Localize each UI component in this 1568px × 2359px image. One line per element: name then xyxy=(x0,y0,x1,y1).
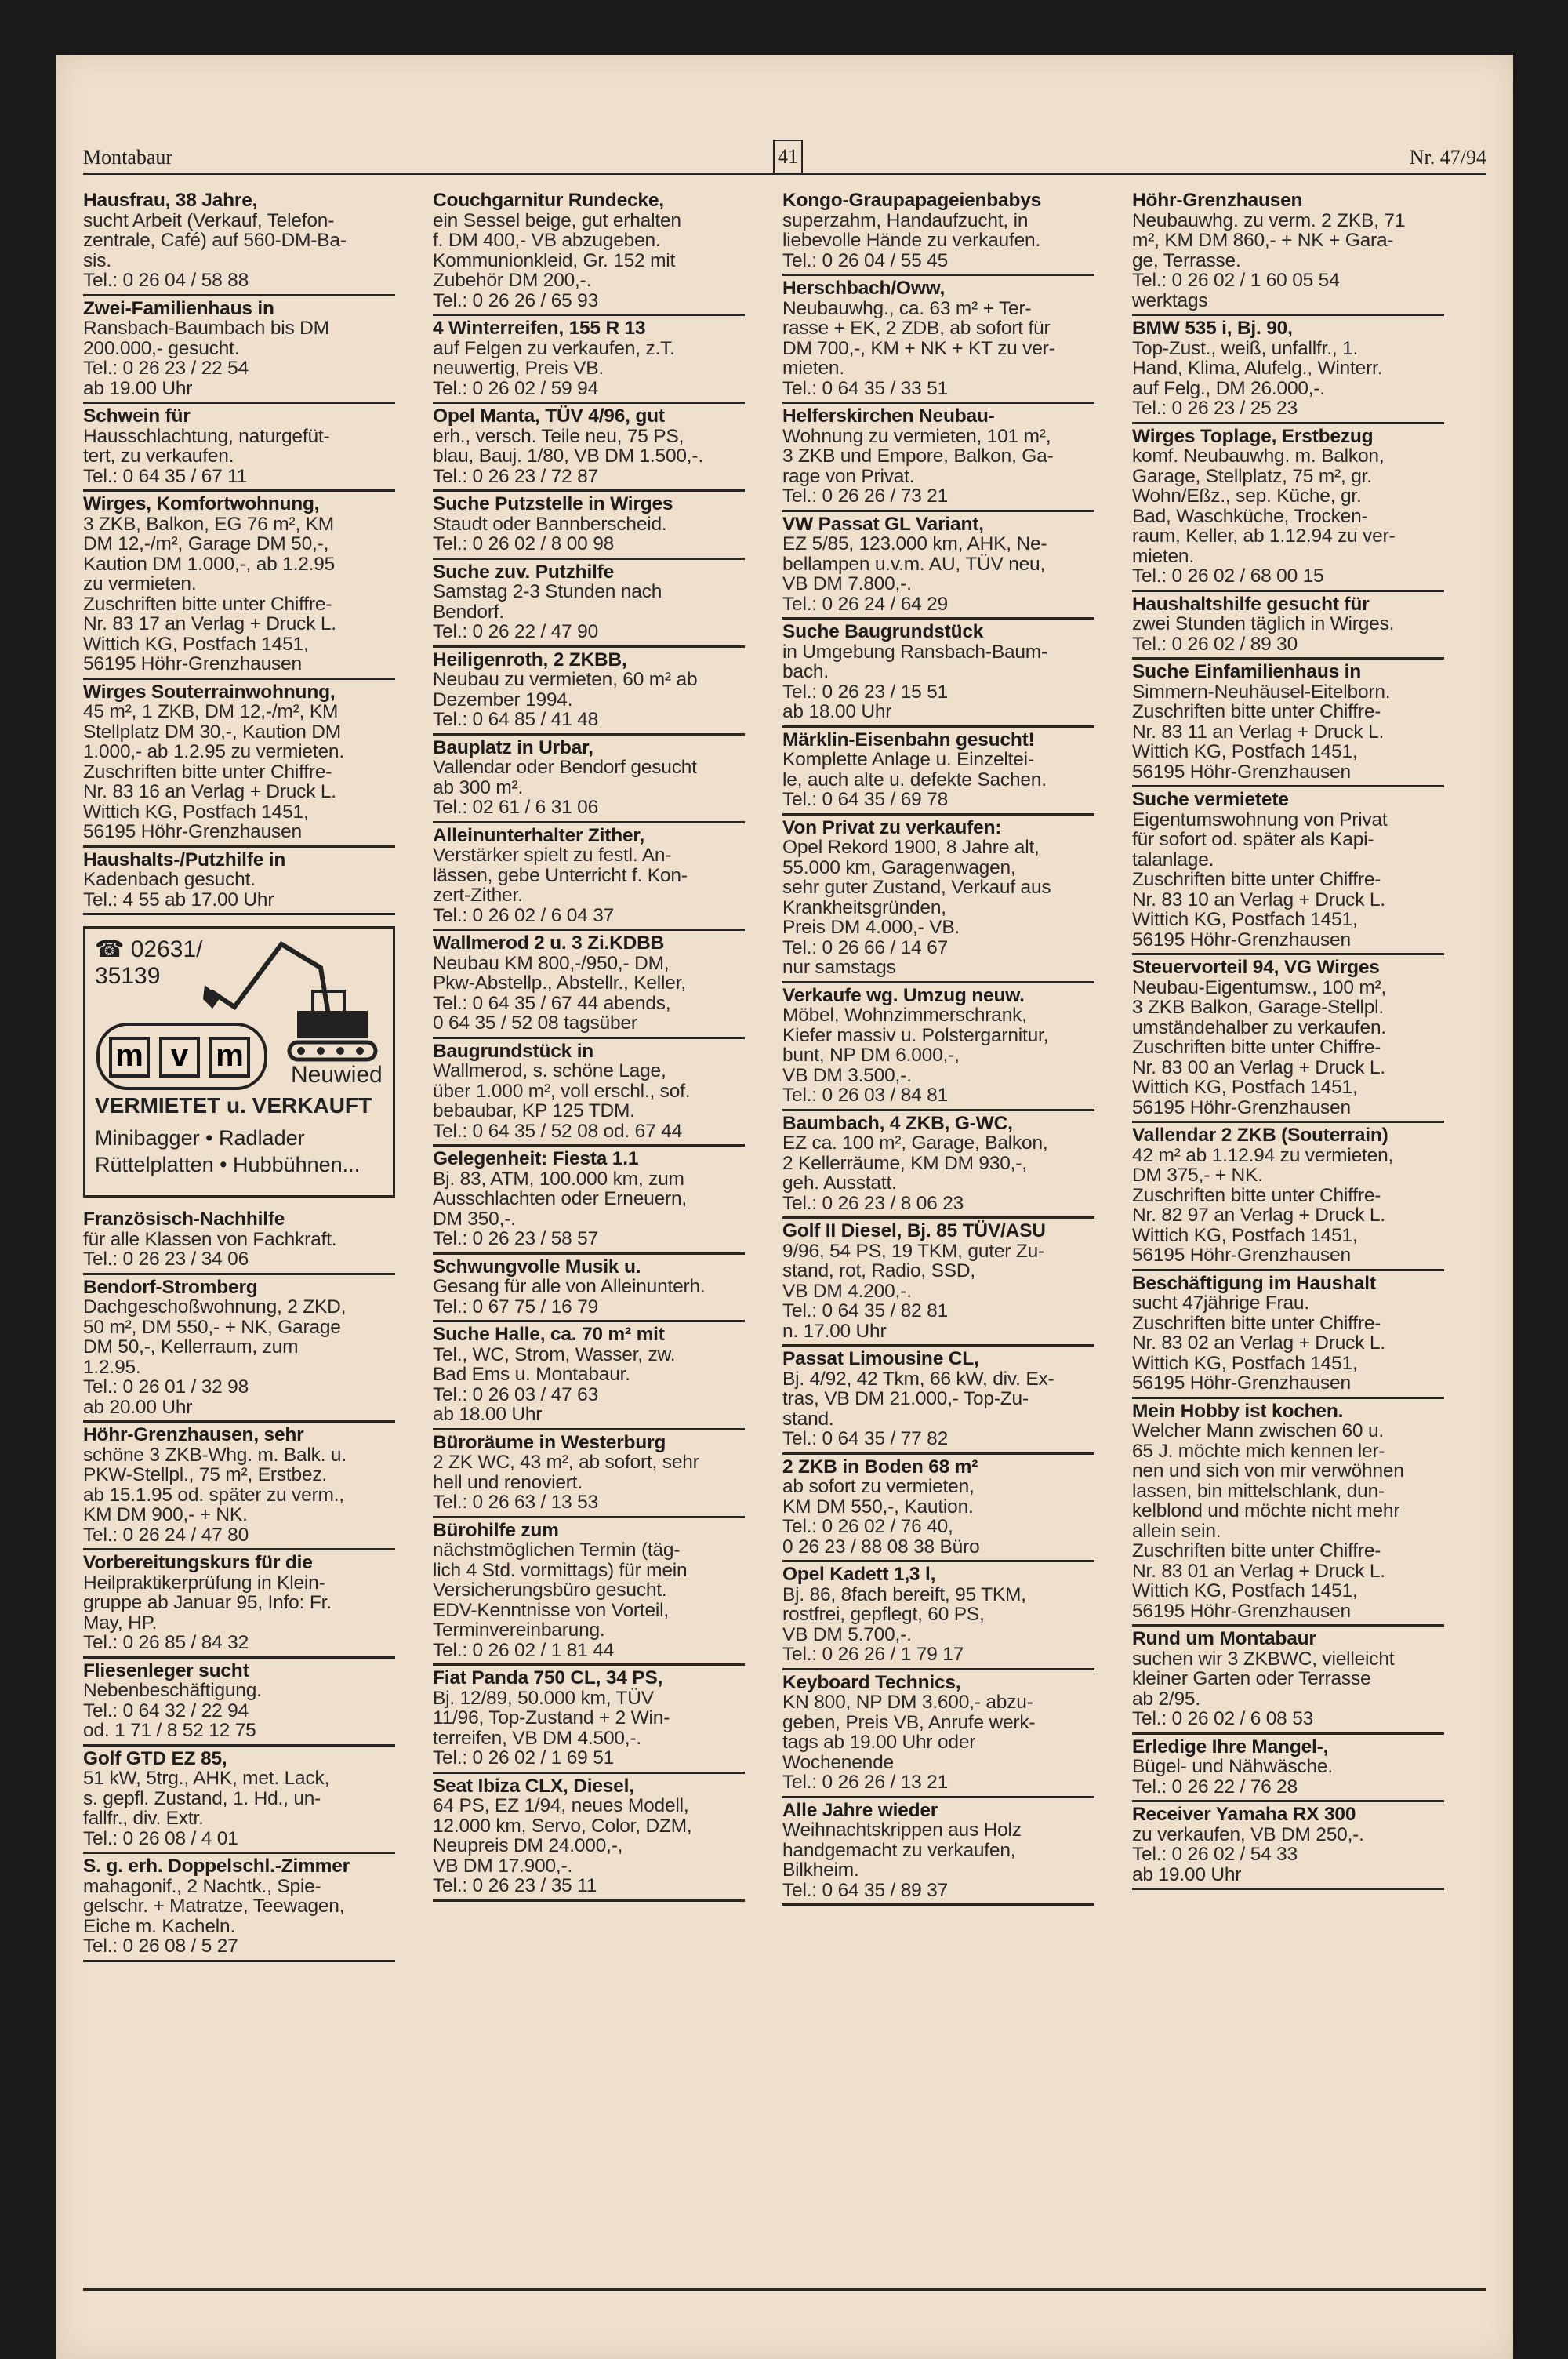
classified-ad xyxy=(433,188,745,316)
mvm-location: Neuwied xyxy=(291,1062,383,1088)
classified-ad xyxy=(782,1670,1094,1798)
ad-body: Hausschlachtung, naturgefüt- tert, zu verkaufen. Tel.: 0 64 35 / 67 11 xyxy=(83,425,330,487)
ad-body: EZ 5/85, 123.000 km, AHK, Ne- bellampen u.v.m. AU, TÜV neu, VB DM 7.800,-. Tel.: 0 26 24 / 64 29 xyxy=(782,533,1047,615)
ad-title: Bürohilfe zum xyxy=(433,1519,559,1541)
classified-ad xyxy=(83,296,395,405)
ad-body: zwei Stunden täglich in Wirges. Tel.: 0 26 02 / 89 30 xyxy=(1132,613,1395,655)
classified-ad xyxy=(782,512,1094,620)
ad-title: Bauplatz in Urbar, xyxy=(433,736,593,758)
ad-title: Hausfrau, 38 Jahre, xyxy=(83,190,258,211)
classified-ad xyxy=(433,492,745,560)
classified-ad xyxy=(433,648,745,736)
ad-body: Wallmerod, s. schöne Lage, über 1.000 m², voll erschl., sof. bebaubar, KP 125 TDM. Tel.: 0 64 35 / 52 08 od. 67 44 xyxy=(433,1060,691,1142)
classified-ad xyxy=(83,404,395,492)
classified-ad xyxy=(782,728,1094,816)
ad-body: Neubau-Eigentumsw., 100 m², 3 ZKB Balkon, Garage-Stellpl. umständehalber zu verkaufen. Zuschriften bitte unter Chiffre- Nr. 83 00 an Verlag + Druck L. Wittich KG, Postfach 1451, 56195 Höhr-Grenzhausen xyxy=(1132,976,1387,1118)
ad-title: Gelegenheit: Fiesta 1.1 xyxy=(433,1148,639,1169)
classified-ad xyxy=(782,188,1094,276)
classified-ad xyxy=(782,1111,1094,1219)
ad-title: Herschbach/Oww, xyxy=(782,278,946,299)
classified-ad xyxy=(1132,1735,1444,1803)
ad-body: Verstärker spielt zu festl. An- lässen, gebe Unterricht f. Kon- zert-Zither. Tel.: 0 26 02 / 6 04 37 xyxy=(433,845,688,926)
ad-body: 2 ZK WC, 43 m², ab sofort, sehr hell und renoviert. Tel.: 0 26 63 / 13 53 xyxy=(433,1452,699,1513)
ad-body: suchen wir 3 ZKBWC, vielleicht kleiner Garten oder Terrasse ab 2/95. Tel.: 0 26 02 / 6 08 53 xyxy=(1132,1648,1395,1729)
mvm-logo xyxy=(96,1023,267,1090)
classified-ad xyxy=(782,1347,1094,1455)
ad-body: Weihnachtskrippen aus Holz handgemacht zu verkaufen, Bilkheim. Tel.: 0 64 35 / 89 37 xyxy=(782,1819,1022,1901)
classified-ad xyxy=(83,492,395,680)
classified-ad xyxy=(782,1219,1094,1347)
classified-ad xyxy=(782,404,1094,512)
ad-title: Fliesenleger sucht xyxy=(83,1659,249,1681)
ad-body: 51 kW, 5trg., AHK, met. Lack, s. gepfl. Zustand, 1. Hd., un- fallfr., div. Extr. Tel.: 0 26 08 / 4 01 xyxy=(83,1768,330,1849)
ad-body: 3 ZKB, Balkon, EG 76 m², KM DM 12,-/m², Garage DM 50,-, Kaution DM 1.000,-, ab 1.2.95 zu vermieten. Zuschriften bitte unter Chiffre- Nr. 83 17 an Verlag + Druck L. Wittich KG, Postfach 1451, 56195 Höhr-Grenzhausen xyxy=(83,513,336,674)
ad-title: Erledige Ihre Mangel-, xyxy=(1132,1736,1329,1757)
mvm-tagline: VERMIETET u. VERKAUFT xyxy=(95,1093,372,1118)
ad-body: schöne 3 ZKB-Whg. m. Balk. u. PKW-Stellpl., 75 m², Erstbez. ab 15.1.95 od. später zu verm., KM DM 900,- + NK. Tel.: 0 26 24 / 47 80 xyxy=(83,1444,347,1546)
classified-ad xyxy=(1132,1627,1444,1735)
ad-body: Opel Rekord 1900, 8 Jahre alt, 55.000 km, Garagenwagen, sehr guter Zustand, Verkauf aus Krankheitsgründen, Preis DM 4.000,- VB. Tel.: 0 26 66 / 14 67 nur samstags xyxy=(782,837,1051,978)
ad-body: erh., versch. Teile neu, 75 PS, blau, Bauj. 1/80, VB DM 1.500,-. Tel.: 0 26 23 / 72 87 xyxy=(433,425,703,487)
classified-ad xyxy=(1132,424,1444,592)
logo-letter: m xyxy=(109,1037,150,1078)
ad-column-4 xyxy=(1132,188,1444,1890)
classified-ad xyxy=(83,1207,395,1275)
ad-title: Schwein für xyxy=(83,405,191,427)
classified-ad xyxy=(433,931,745,1039)
ad-body: superzahm, Handaufzucht, in liebevolle Hände zu verkaufen. Tel.: 0 26 04 / 55 45 xyxy=(782,209,1041,271)
ad-body: 42 m² ab 1.12.94 zu vermieten, DM 375,- + NK. Zuschriften bitte unter Chiffre- Nr. 82 97 an Verlag + Druck L. Wittich KG, Postfach 1451, 56195 Höhr-Grenzhausen xyxy=(1132,1144,1394,1266)
ad-title: Suche Einfamilienhaus in xyxy=(1132,661,1361,682)
ad-title: Haushaltshilfe gesucht für xyxy=(1132,593,1370,615)
ad-body: Bj. 4/92, 42 Tkm, 66 kW, div. Ex- tras, VB DM 21.000,- Top-Zu- stand. Tel.: 0 64 35 / 77 82 xyxy=(782,1368,1054,1449)
classified-ad xyxy=(433,1147,745,1255)
mvm-display-ad xyxy=(83,926,395,1198)
mvm-services: Minibagger • Radlader Rüttelplatten • Hubbühnen... xyxy=(95,1126,361,1176)
ad-body: Simmern-Neuhäusel-Eitelborn. Zuschriften bitte unter Chiffre- Nr. 83 11 an Verlag + Druck L. Wittich KG, Postfach 1451, 56195 Höhr-Grenzhausen xyxy=(1132,681,1391,783)
logo-letter: v xyxy=(159,1037,200,1078)
classified-ad xyxy=(433,1039,745,1147)
ad-title: 2 ZKB in Boden 68 m² xyxy=(782,1456,978,1478)
ad-body: mahagonif., 2 Nachtk., Spie- gelschr. + Matratze, Teewagen, Eiche m. Kacheln. Tel.: 0 26 08 / 5 27 xyxy=(83,1875,345,1957)
classified-ad xyxy=(782,1798,1094,1906)
classified-ad xyxy=(782,1455,1094,1563)
classified-ad xyxy=(433,1322,745,1430)
ad-body: Top-Zust., weiß, unfallfr., 1. Hand, Klima, Alufelg., Winterr. auf Felg., DM 26.000,-. Tel.: 0 26 23 / 25 23 xyxy=(1132,337,1383,419)
ad-body: ein Sessel beige, gut erhalten f. DM 400,- VB abzugeben. Kommunionkleid, Gr. 152 mit Zubehör DM 200,-. Tel.: 0 26 26 / 65 93 xyxy=(433,209,681,311)
ad-title: Keyboard Technics, xyxy=(782,1671,961,1693)
ad-body: zu verkaufen, VB DM 250,-. Tel.: 0 26 02 / 54 33 ab 19.00 Uhr xyxy=(1132,1823,1364,1885)
ad-body: Eigentumswohnung von Privat für sofort od. später als Kapi- talanlage. Zuschriften bitte unter Chiffre- Nr. 83 10 an Verlag + Druck L. Wittich KG, Postfach 1451, 56195 Höhr-Grenzhausen xyxy=(1132,809,1388,951)
ad-body: sucht 47jährige Frau. Zuschriften bitte unter Chiffre- Nr. 83 02 an Verlag + Druck L. Wittich KG, Postfach 1451, 56195 Höhr-Grenzhausen xyxy=(1132,1292,1385,1394)
ad-body: Kadenbach gesucht. Tel.: 4 55 ab 17.00 Uhr xyxy=(83,869,274,911)
ad-title: Fiat Panda 750 CL, 34 PS, xyxy=(433,1667,663,1688)
ad-body: Neubau zu vermieten, 60 m² ab Dezember 1994. Tel.: 0 64 85 / 41 48 xyxy=(433,669,698,730)
ad-title: Suche vermietete xyxy=(1132,789,1289,810)
ad-title: Zwei-Familienhaus in xyxy=(83,297,274,319)
classified-ad xyxy=(1132,1271,1444,1399)
ad-body: Samstag 2-3 Stunden nach Bendorf. Tel.: 0 26 22 / 47 90 xyxy=(433,581,662,642)
ad-title: Suche zuv. Putzhilfe xyxy=(433,561,615,583)
ad-title: Von Privat zu verkaufen: xyxy=(782,816,1002,838)
classified-ad xyxy=(1132,787,1444,955)
classified-ad xyxy=(1132,955,1444,1123)
ad-body: Vallendar oder Bendorf gesucht ab 300 m². Tel.: 02 61 / 6 31 06 xyxy=(433,757,697,818)
mvm-phone: ☎ 02631/ 35139 xyxy=(95,936,203,989)
ad-body: Welcher Mann zwischen 60 u. 65 J. möchte mich kennen ler- nen und sich von mir verwöhnen lassen, bin mittelschlank, dun- kelblond und möchte nicht mehr allein sein. Zuschriften bitte unter Chiffre- Nr. 83 01 an Verlag + Druck L. Wittich KG, Postfach 1451, 56195 Höhr-Grenzhausen xyxy=(1132,1420,1404,1622)
header-location: Montabaur xyxy=(83,146,173,169)
ad-title: VW Passat GL Variant, xyxy=(782,513,984,535)
page-header xyxy=(83,133,1486,175)
classified-ad xyxy=(1132,1802,1444,1890)
classified-ad xyxy=(782,1562,1094,1670)
classified-ad xyxy=(782,816,1094,983)
logo-letter: m xyxy=(209,1037,250,1078)
classified-ad xyxy=(83,680,395,848)
classified-ad xyxy=(1132,1123,1444,1271)
ad-title: S. g. erh. Doppelschl.-Zimmer xyxy=(83,1856,350,1877)
ad-body: EZ ca. 100 m², Garage, Balkon, 2 Kellerräume, KM DM 930,-, geh. Ausstatt. Tel.: 0 26 23 / 8 06 23 xyxy=(782,1132,1048,1214)
ad-title: Französisch-Nachhilfe xyxy=(83,1209,285,1230)
page-number: 41 xyxy=(773,140,803,174)
ad-title: Kongo-Graupapageienbabys xyxy=(782,190,1042,211)
classified-ad xyxy=(433,404,745,492)
ad-title: 4 Winterreifen, 155 R 13 xyxy=(433,318,646,339)
classified-ad xyxy=(1132,1399,1444,1627)
ad-title: Baugrundstück in xyxy=(433,1040,594,1062)
ad-body: komf. Neubauwhg. m. Balkon, Garage, Stellplatz, 75 m², gr. Wohn/Eßz., sep. Küche, gr. Bad, Waschküche, Trocken- raum, Keller, ab 1.12.94 zu ver- mieten. Tel.: 0 26 02 / 68 00 15 xyxy=(1132,445,1396,587)
ad-title: Receiver Yamaha RX 300 xyxy=(1132,1804,1356,1825)
classified-ad xyxy=(83,1659,395,1747)
ad-title: Höhr-Grenzhausen xyxy=(1132,190,1303,211)
classified-ad xyxy=(433,1255,745,1323)
ad-title: Opel Kadett 1,3 l, xyxy=(782,1564,936,1585)
ad-title: Suche Halle, ca. 70 m² mit xyxy=(433,1324,665,1345)
issue-number: Nr. 47/94 xyxy=(1409,146,1486,169)
classified-ad xyxy=(433,823,745,932)
ad-title: Höhr-Grenzhausen, sehr xyxy=(83,1424,304,1445)
classified-ad xyxy=(83,1747,395,1855)
ad-title: Wirges Souterrainwohnung, xyxy=(83,681,336,703)
ad-body: Bj. 12/89, 50.000 km, TÜV 11/96, Top-Zustand + 2 Win- terreifen, VB DM 4.500,-. Tel.: 0 26 02 / 1 69 51 xyxy=(433,1687,670,1768)
ad-title: Vallendar 2 ZKB (Souterrain) xyxy=(1132,1125,1388,1146)
ad-body: Ransbach-Baumbach bis DM 200.000,- gesucht. Tel.: 0 26 23 / 22 54 ab 19.00 Uhr xyxy=(83,318,329,399)
ad-title: Steuervorteil 94, VG Wirges xyxy=(1132,957,1380,978)
classified-ad xyxy=(433,1430,745,1518)
ad-body: 9/96, 54 PS, 19 TKM, guter Zu- stand, rot, Radio, SSD, VB DM 4.200,-. Tel.: 0 64 35 / 82 81 n. 17.00 Uhr xyxy=(782,1240,1044,1342)
classified-ad xyxy=(83,848,395,916)
classified-ad xyxy=(433,1666,745,1774)
classified-ad xyxy=(433,316,745,404)
ad-body: KN 800, NP DM 3.600,- abzu- geben, Preis VB, Anrufe werk- tags ab 19.00 Uhr oder Wochenende Tel.: 0 26 26 / 13 21 xyxy=(782,1692,1036,1793)
classified-ad xyxy=(1132,592,1444,660)
ad-body: Tel., WC, Strom, Wasser, zw. Bad Ems u. Montabaur. Tel.: 0 26 03 / 47 63 ab 18.00 Uhr xyxy=(433,1343,676,1425)
classified-ad xyxy=(83,1550,395,1659)
ad-title: Märklin-Eisenbahn gesucht! xyxy=(782,729,1035,751)
classified-ad xyxy=(433,560,745,648)
classified-ad xyxy=(83,1854,395,1962)
ad-title: Golf GTD EZ 85, xyxy=(83,1747,227,1769)
ad-title: Bendorf-Stromberg xyxy=(83,1276,258,1298)
ad-title: Vorbereitungskurs für die xyxy=(83,1552,313,1573)
ad-title: Helferskirchen Neubau- xyxy=(782,405,995,427)
ad-title: Opel Manta, TÜV 4/96, gut xyxy=(433,405,665,427)
ad-title: Haushalts-/Putzhilfe in xyxy=(83,849,286,871)
ad-title: Suche Putzstelle in Wirges xyxy=(433,493,673,514)
ad-title: Couchgarnitur Rundecke, xyxy=(433,190,664,211)
ad-body: in Umgebung Ransbach-Baum- bach. Tel.: 0 26 23 / 15 51 ab 18.00 Uhr xyxy=(782,641,1047,722)
classified-ad xyxy=(433,1518,745,1667)
ad-title: Mein Hobby ist kochen. xyxy=(1132,1400,1344,1422)
ad-title: Verkaufe wg. Umzug neuw. xyxy=(782,984,1025,1006)
ad-title: Suche Baugrundstück xyxy=(782,621,984,642)
footer-rule xyxy=(83,2288,1486,2291)
ad-body: Komplette Anlage u. Einzeltei- le, auch alte u. defekte Sachen. Tel.: 0 64 35 / 69 78 xyxy=(782,749,1047,810)
newspaper-page xyxy=(56,55,1513,2359)
ad-body: sucht Arbeit (Verkauf, Telefon- zentrale, Café) auf 560-DM-Ba- sis. Tel.: 0 26 04 / 58 88 xyxy=(83,209,347,291)
ad-body: Neubau KM 800,-/950,- DM, Pkw-Abstellp., Abstellr., Keller, Tel.: 0 64 35 / 67 44 abends, 0 64 35 / 52 08 tagsüber xyxy=(433,952,686,1034)
ad-body: Gesang für alle von Alleinunterh. Tel.: 0 67 75 / 16 79 xyxy=(433,1276,706,1318)
ad-body: Möbel, Wohnzimmerschrank, Kiefer massiv u. Polstergarnitur, bunt, NP DM 6.000,-, VB DM 3.500,-. Tel.: 0 26 03 / 84 81 xyxy=(782,1005,1049,1106)
ad-body: nächstmöglichen Termin (täg- lich 4 Std. vormittags) für mein Versicherungsbüro gesucht. EDV-Kenntnisse von Vorteil, Terminvereinbarung. Tel.: 0 26 02 / 1 81 44 xyxy=(433,1539,688,1661)
ad-column-1 xyxy=(83,188,395,1962)
ad-body: Nebenbeschäftigung. Tel.: 0 64 32 / 22 94 od. 1 71 / 8 52 12 75 xyxy=(83,1680,262,1741)
ad-title: Wirges Toplage, Erstbezug xyxy=(1132,425,1374,447)
ad-column-3 xyxy=(782,188,1094,1906)
ad-body: Bj. 86, 8fach bereift, 95 TKM, rostfrei, gepflegt, 60 PS, VB DM 5.700,-. Tel.: 0 26 26 / 1 79 17 xyxy=(782,1583,1026,1665)
ad-body: 64 PS, EZ 1/94, neues Modell, 12.000 km, Servo, Color, DZM, Neupreis DM 24.000,-, VB DM 17.900,-. Tel.: 0 26 23 / 35 11 xyxy=(433,1795,692,1896)
ad-title: Beschäftigung im Haushalt xyxy=(1132,1272,1376,1294)
ad-body: Bj. 83, ATM, 100.000 km, zum Ausschlachten oder Erneuern, DM 350,-. Tel.: 0 26 23 / 58 57 xyxy=(433,1168,687,1249)
ad-body: Staudt oder Bannberscheid. Tel.: 0 26 02 / 8 00 98 xyxy=(433,513,667,554)
ad-body: Bügel- und Nähwäsche. Tel.: 0 26 22 / 76 28 xyxy=(1132,1756,1333,1797)
classified-ad xyxy=(782,983,1094,1111)
ad-title: Passat Limousine CL, xyxy=(782,1348,979,1369)
classified-ad xyxy=(782,620,1094,728)
classified-ad xyxy=(782,276,1094,404)
ad-body: für alle Klassen von Fachkraft. Tel.: 0 26 23 / 34 06 xyxy=(83,1228,337,1270)
ad-title: Baumbach, 4 ZKB, G-WC, xyxy=(782,1112,1013,1134)
ad-column-2 xyxy=(433,188,745,1902)
ad-body: Wohnung zu vermieten, 101 m², 3 ZKB und Empore, Balkon, Ga- rage von Privat. Tel.: 0 26 26 / 73 21 xyxy=(782,425,1054,507)
classified-ad xyxy=(83,1423,395,1550)
ad-title: Wirges, Komfortwohnung, xyxy=(83,493,320,514)
classified-ad xyxy=(433,1774,745,1902)
ad-title: Heiligenroth, 2 ZKBB, xyxy=(433,649,627,671)
ad-body: Neubauwhg., ca. 63 m² + Ter- rasse + EK, 2 ZDB, ab sofort für DM 700,-, KM + NK + KT zu ver- mieten. Tel.: 0 64 35 / 33 51 xyxy=(782,297,1055,399)
ad-title: Schwungvolle Musik u. xyxy=(433,1256,641,1278)
classified-ad xyxy=(83,1275,395,1423)
classified-ad xyxy=(433,736,745,823)
ad-title: Alle Jahre wieder xyxy=(782,1799,938,1821)
ad-body: 45 m², 1 ZKB, DM 12,-/m², KM Stellplatz DM 30,-, Kaution DM 1.000,- ab 1.2.95 zu vermieten. Zuschriften bitte unter Chiffre- Nr. 83 16 an Verlag + Druck L. Wittich KG, Postfach 1451, 56195 Höhr-Grenzhausen xyxy=(83,701,344,842)
ad-title: Golf II Diesel, Bj. 85 TÜV/ASU xyxy=(782,1220,1046,1241)
classified-ad xyxy=(83,188,395,296)
classified-ad xyxy=(1132,316,1444,424)
ad-title: Rund um Montabaur xyxy=(1132,1628,1316,1649)
ad-body: Dachgeschoßwohnung, 2 ZKD, 50 m², DM 550,- + NK, Garage DM 50,-, Kellerraum, zum 1.2.95. Tel.: 0 26 01 / 32 98 ab 20.00 Uhr xyxy=(83,1296,347,1418)
ad-title: Alleinunterhalter Zither, xyxy=(433,824,644,846)
ad-body: ab sofort zu vermieten, KM DM 550,-, Kaution. Tel.: 0 26 02 / 76 40, 0 26 23 / 88 08 38 Büro xyxy=(782,1476,980,1558)
ad-body: Neubauwhg. zu verm. 2 ZKB, 71 m², KM DM 860,- + NK + Gara- ge, Terrasse. Tel.: 0 26 02 / 1 60 05 54 werktags xyxy=(1132,209,1406,311)
ad-body: auf Felgen zu verkaufen, z.T. neuwertig, Preis VB. Tel.: 0 26 02 / 59 94 xyxy=(433,337,675,399)
ad-title: BMW 535 i, Bj. 90, xyxy=(1132,318,1293,339)
ad-title: Seat Ibiza CLX, Diesel, xyxy=(433,1775,634,1797)
classified-ad xyxy=(1132,188,1444,316)
ad-body: Heilpraktikerprüfung in Klein- gruppe ab Januar 95, Info: Fr. May, HP. Tel.: 0 26 85 / 84 32 xyxy=(83,1572,332,1653)
ad-title: Büroräume in Westerburg xyxy=(433,1431,666,1453)
ad-title: Wallmerod 2 u. 3 Zi.KDBB xyxy=(433,932,665,954)
classified-ad xyxy=(1132,660,1444,787)
